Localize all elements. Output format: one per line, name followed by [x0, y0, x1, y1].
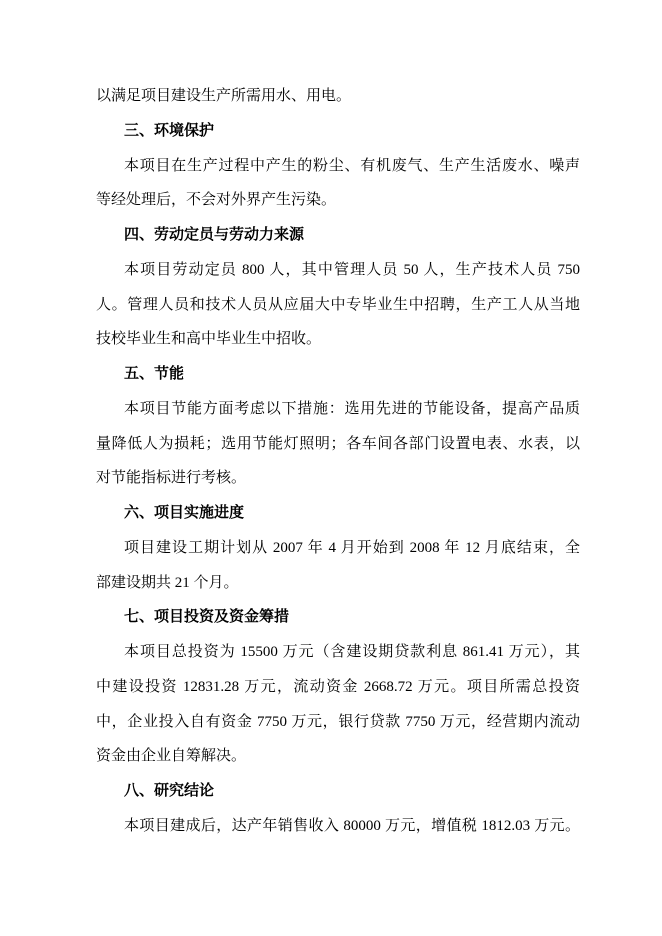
paragraph-line: 本项目在生产过程中产生的粉尘、有机废气、生产生活废水、噪声	[124, 157, 580, 174]
paragraph-line: 本项目节能方面考虑以下措施：选用先进的节能设备，提高产品质	[124, 400, 580, 417]
paragraph-line: 技校毕业生和高中毕业生中招收。	[96, 331, 322, 348]
paragraph-line: 以满足项目建设生产所需用水、用电。	[96, 88, 352, 104]
paragraph-line: 本项目劳动定员 800 人，其中管理人员 50 人，生产技术人员 750	[124, 261, 580, 278]
heading-investment-and-financing: 七、项目投资及资金筹措	[124, 609, 290, 626]
heading-implementation-schedule: 六、项目实施进度	[124, 505, 245, 521]
paragraph-line: 项目建设工期计划从 2007 年 4 月开始到 2008 年 12 月底结束，全	[124, 539, 580, 556]
paragraph-line: 对节能指标进行考核。	[96, 470, 247, 487]
paragraph-line: 部建设期共 21 个月。	[96, 574, 239, 591]
heading-energy-saving: 五、节能	[124, 366, 185, 382]
paragraph-line: 中建设投资 12831.28 万元，流动资金 2668.72 万元。项目所需总投资	[96, 678, 580, 695]
heading-research-conclusion: 八、研究结论	[124, 783, 215, 799]
paragraph-line: 等经处理后，不会对外界产生污染。	[96, 192, 337, 209]
paragraph-line: 中，企业投入自有资金 7750 万元，银行贷款 7750 万元，经营期内流动	[96, 713, 580, 730]
paragraph-line: 本项目总投资为 15500 万元（含建设期贷款利息 861.41 万元），其	[124, 644, 580, 660]
paragraph-line: 资金由企业自筹解决。	[96, 748, 247, 765]
paragraph-line: 量降低人为损耗；选用节能灯照明；各车间各部门设置电表、水表，以	[96, 435, 580, 452]
paragraph-line: 人。管理人员和技术人员从应届大中专毕业生中招聘，生产工人从当地	[96, 296, 580, 313]
body-text	[96, 79, 580, 844]
heading-staffing-and-labor-source: 四、劳动定员与劳动力来源	[124, 227, 305, 243]
heading-environmental-protection: 三、环境保护	[124, 122, 215, 139]
paragraph-line: 本项目建成后，达产年销售收入 80000 万元，增值税 1812.03 万元。	[124, 817, 580, 834]
